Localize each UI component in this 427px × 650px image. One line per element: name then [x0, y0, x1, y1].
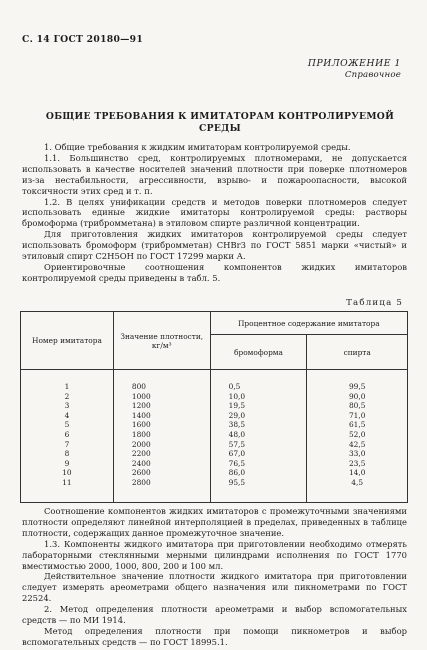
cell-density: 2200	[113, 449, 210, 459]
cell-number: 3	[21, 401, 114, 411]
paragraph: Соотношение компонентов жидких имитаторов с промежуточными значениями плотности определяют линейной интерполяцией в пределах, приведенных в таблице плотности, содержащих данное промежуточное значение.	[22, 506, 407, 538]
cell-bromoform: 76,5	[210, 459, 307, 469]
cell-number: 1	[21, 370, 114, 392]
cell-density: 2000	[113, 440, 210, 450]
cell-alcohol: 42,5	[307, 440, 408, 450]
cell-alcohol: 80,5	[307, 401, 408, 411]
page-header: С. 14 ГОСТ 20180—91	[22, 34, 144, 45]
paragraph: Действительное значение плотности жидкого имитатора при приготовлении следует измерять ареометрами общего назначения или пикнометрами по ГОСТ 22524.	[22, 571, 407, 604]
cell-density: 2800	[113, 478, 210, 502]
table-row	[21, 401, 408, 411]
table-row	[21, 440, 408, 450]
table-row	[21, 468, 408, 478]
table-row	[21, 411, 408, 421]
paragraph: 1.2. В целях унификации средств и методов поверки плотномеров следует использовать единые жидкие имитаторы контролируемой среды: растворы бромоформа (трибромметана) в этиловом спирте различной концентрации.	[22, 196, 407, 229]
cell-bromoform: 29,0	[210, 411, 307, 421]
body-text-after-table	[22, 506, 407, 648]
cell-density: 1200	[113, 401, 210, 411]
cell-bromoform: 95,5	[210, 478, 307, 502]
cell-alcohol: 52,0	[307, 430, 408, 440]
cell-bromoform: 48,0	[210, 430, 307, 440]
appendix-note: Справочное	[344, 70, 401, 80]
table-row	[21, 370, 408, 392]
body-text-before-table	[22, 142, 407, 284]
cell-number: 2	[21, 392, 114, 402]
table-row	[21, 430, 408, 440]
cell-alcohol: 90,0	[307, 392, 408, 402]
cell-alcohol: 71,0	[307, 411, 408, 421]
section-title-line1: ОБЩИЕ ТРЕБОВАНИЯ К ИМИТАТОРАМ КОНТРОЛИРУЕМОЙ	[45, 111, 395, 122]
paragraph: Ориентировочные соотношения компонентов жидких имитаторов контролируемой среды приведены в табл. 5.	[22, 261, 407, 283]
paragraph: Для приготовления жидких имитаторов контролируемой среды следует использовать бромоформ (трибромметан) CHBr3 по ГОСТ 5851 марки «чистый» и этиловый спирт C2H5OH по ГОСТ 17299 марки А.	[22, 229, 407, 262]
imitator-table	[20, 311, 408, 503]
cell-number: 4	[21, 411, 114, 421]
table-row	[21, 449, 408, 459]
cell-density: 1800	[113, 430, 210, 440]
cell-density: 1600	[113, 420, 210, 430]
paragraph: 2. Метод определения плотности ареометрами и выбор вспомогательных средств — по МИ 1914.	[22, 604, 407, 626]
cell-density: 800	[113, 370, 210, 392]
cell-number: 11	[21, 478, 114, 502]
paragraph: Метод определения плотности при помощи пикнометров и выбор вспомогательных средств — по ГОСТ 18995.1.	[22, 625, 407, 647]
cell-alcohol: 33,0	[307, 449, 408, 459]
paragraph: 1. Общие требования к жидким имитаторам контролируемой среды.	[44, 142, 351, 152]
cell-bromoform: 86,0	[210, 468, 307, 478]
cell-number: 8	[21, 449, 114, 459]
cell-bromoform: 10,0	[210, 392, 307, 402]
cell-number: 10	[21, 468, 114, 478]
cell-bromoform: 67,0	[210, 449, 307, 459]
table-row	[21, 420, 408, 430]
cell-density: 2600	[113, 468, 210, 478]
cell-alcohol: 99,5	[307, 370, 408, 392]
paragraph: 1.1. Большинство сред, контролируемых плотномерами, не допускается использовать в качестве носителей значений плотности при поверке плотномеров из-за нестабильности, агрессивности, взрыво- и пожароопасности, высокой токсичности этих сред и т. п.	[22, 152, 407, 196]
cell-number: 5	[21, 420, 114, 430]
appendix-title: ПРИЛОЖЕНИЕ 1	[307, 58, 401, 69]
cell-alcohol: 14,0	[307, 468, 408, 478]
cell-density: 1400	[113, 411, 210, 421]
cell-bromoform: 38,5	[210, 420, 307, 430]
cell-bromoform: 19,5	[210, 401, 307, 411]
section-title-line2: СРЕДЫ	[199, 123, 241, 134]
cell-density: 1000	[113, 392, 210, 402]
cell-bromoform: 0,5	[210, 370, 307, 392]
table-row	[21, 478, 408, 502]
table-row	[21, 459, 408, 469]
cell-alcohol: 4,5	[307, 478, 408, 502]
table-row	[21, 392, 408, 402]
header-density: Значение плотности, кг/м³	[113, 312, 210, 370]
header-content-group: Процентное содержание имитатора	[210, 312, 407, 335]
header-number: Номер имитатора	[21, 312, 114, 370]
paragraph: 1.3. Компоненты жидкого имитатора при приготовлении необходимо отмерять лабораторными стеклянными мерными цилиндрами исполнения по ГОСТ 1770 вместимостью 2000, 1000, 800, 200 и 100 мл.	[22, 538, 407, 571]
cell-number: 7	[21, 440, 114, 450]
cell-number: 9	[21, 459, 114, 469]
cell-alcohol: 23,5	[307, 459, 408, 469]
cell-alcohol: 61,5	[307, 420, 408, 430]
header-alcohol: спирта	[307, 335, 408, 370]
cell-number: 6	[21, 430, 114, 440]
table-caption: Таблица 5	[346, 298, 403, 308]
cell-density: 2400	[113, 459, 210, 469]
cell-bromoform: 57,5	[210, 440, 307, 450]
header-bromoform: бромоформа	[210, 335, 307, 370]
